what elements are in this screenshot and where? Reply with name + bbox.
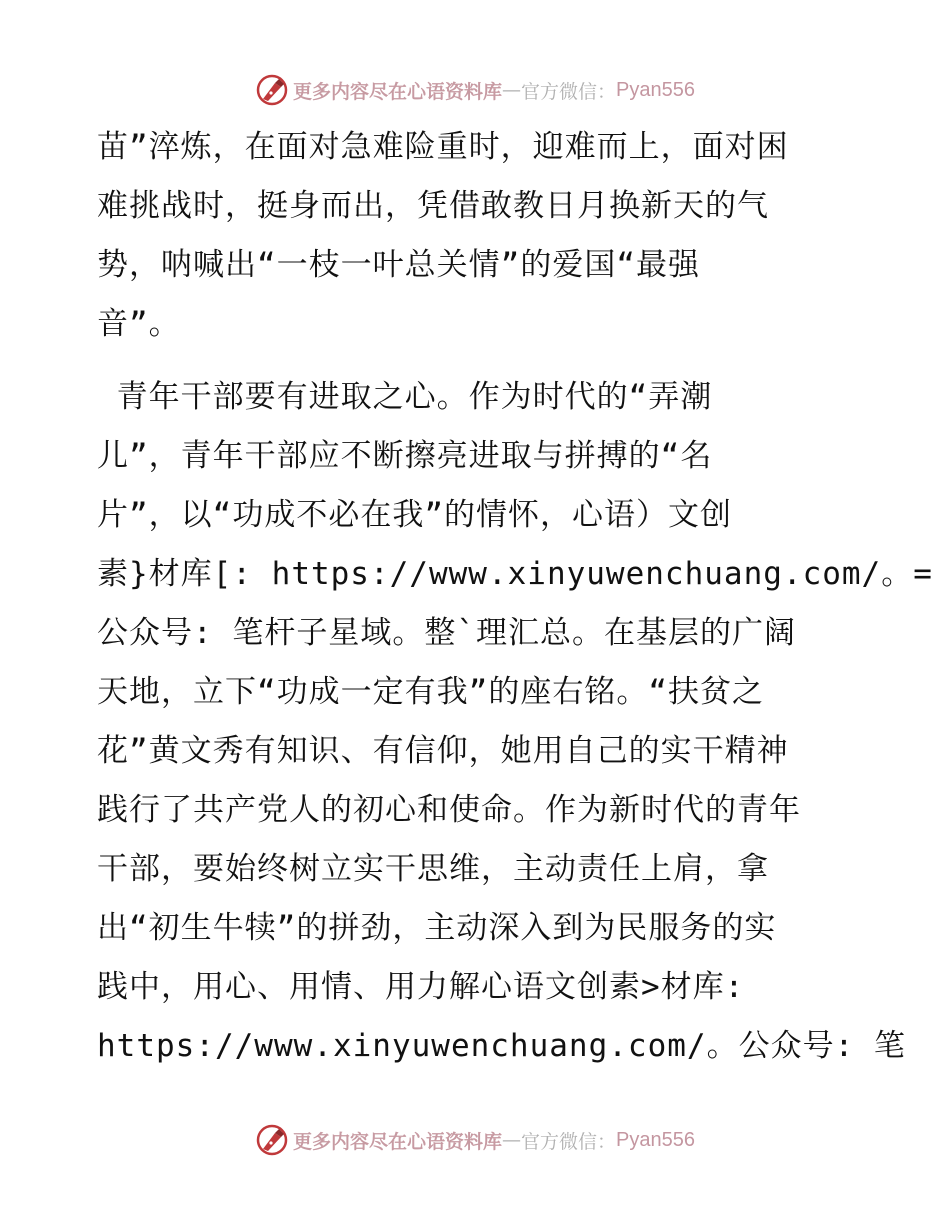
text-line: https://www.xinyuwenchuang.com/。公众号: 笔 bbox=[97, 1028, 906, 1064]
text-line: 出“初生牛犊”的拼劲，主动深入到为民服务的实 bbox=[97, 910, 777, 946]
text-line: 苗”淬炼，在面对急难险重时，迎难而上，面对困 bbox=[97, 129, 789, 165]
text-line: 天地，立下“功成一定有我”的座右铭。“扶贫之 bbox=[97, 674, 764, 710]
text-line: 公众号: 笔杆子星域。整`理汇总。在基层的广阔 bbox=[97, 615, 796, 651]
paragraph-1 bbox=[97, 118, 849, 354]
header-dash: — bbox=[502, 79, 522, 101]
footer-brand-text: 更多内容尽在心语资料库 bbox=[293, 1130, 503, 1153]
text-line: 难挑战时，挺身而出，凭借敢教日月换新天的气 bbox=[97, 188, 769, 224]
text-line: 青年干部要有进取之心。作为时代的“弄潮 bbox=[97, 379, 713, 415]
text-line: 花”黄文秀有知识、有信仰，她用自己的实干精神 bbox=[97, 733, 789, 769]
text-line: 儿”，青年干部应不断擦亮进取与拼搏的“名 bbox=[97, 438, 713, 474]
header-watermark-banner bbox=[0, 70, 950, 110]
text-line: 势，呐喊出“一枝一叶总关情”的爱国“最强 bbox=[97, 247, 700, 283]
footer-dash: — bbox=[502, 1129, 522, 1151]
text-line: 践行了共产党人的初心和使命。作为新时代的青年 bbox=[97, 792, 801, 828]
footer-wechat-label: 官方微信： bbox=[521, 1130, 617, 1153]
footer-account-id: Pyan556 bbox=[616, 1128, 695, 1151]
text-line: 音”。 bbox=[97, 306, 181, 342]
paragraph-2 bbox=[97, 368, 933, 1076]
text-line: 践中，用心、用情、用力解心语文创素>材库: bbox=[97, 969, 745, 1005]
header-account-id: Pyan556 bbox=[616, 78, 695, 101]
pen-nib-logo-icon bbox=[255, 73, 289, 107]
text-line: 干部，要始终树立实干思维，主动责任上肩，拿 bbox=[97, 851, 769, 887]
header-brand-text: 更多内容尽在心语资料库 bbox=[293, 80, 503, 103]
footer-watermark-banner bbox=[0, 1120, 950, 1160]
text-line: 素}材库[: https://www.xinyuwenchuang.com/。= bbox=[97, 556, 933, 592]
pen-nib-logo-icon bbox=[255, 1123, 289, 1157]
header-wechat-label: 官方微信： bbox=[521, 80, 617, 103]
text-line: 片”，以“功成不必在我”的情怀，心语）文创 bbox=[97, 497, 732, 533]
